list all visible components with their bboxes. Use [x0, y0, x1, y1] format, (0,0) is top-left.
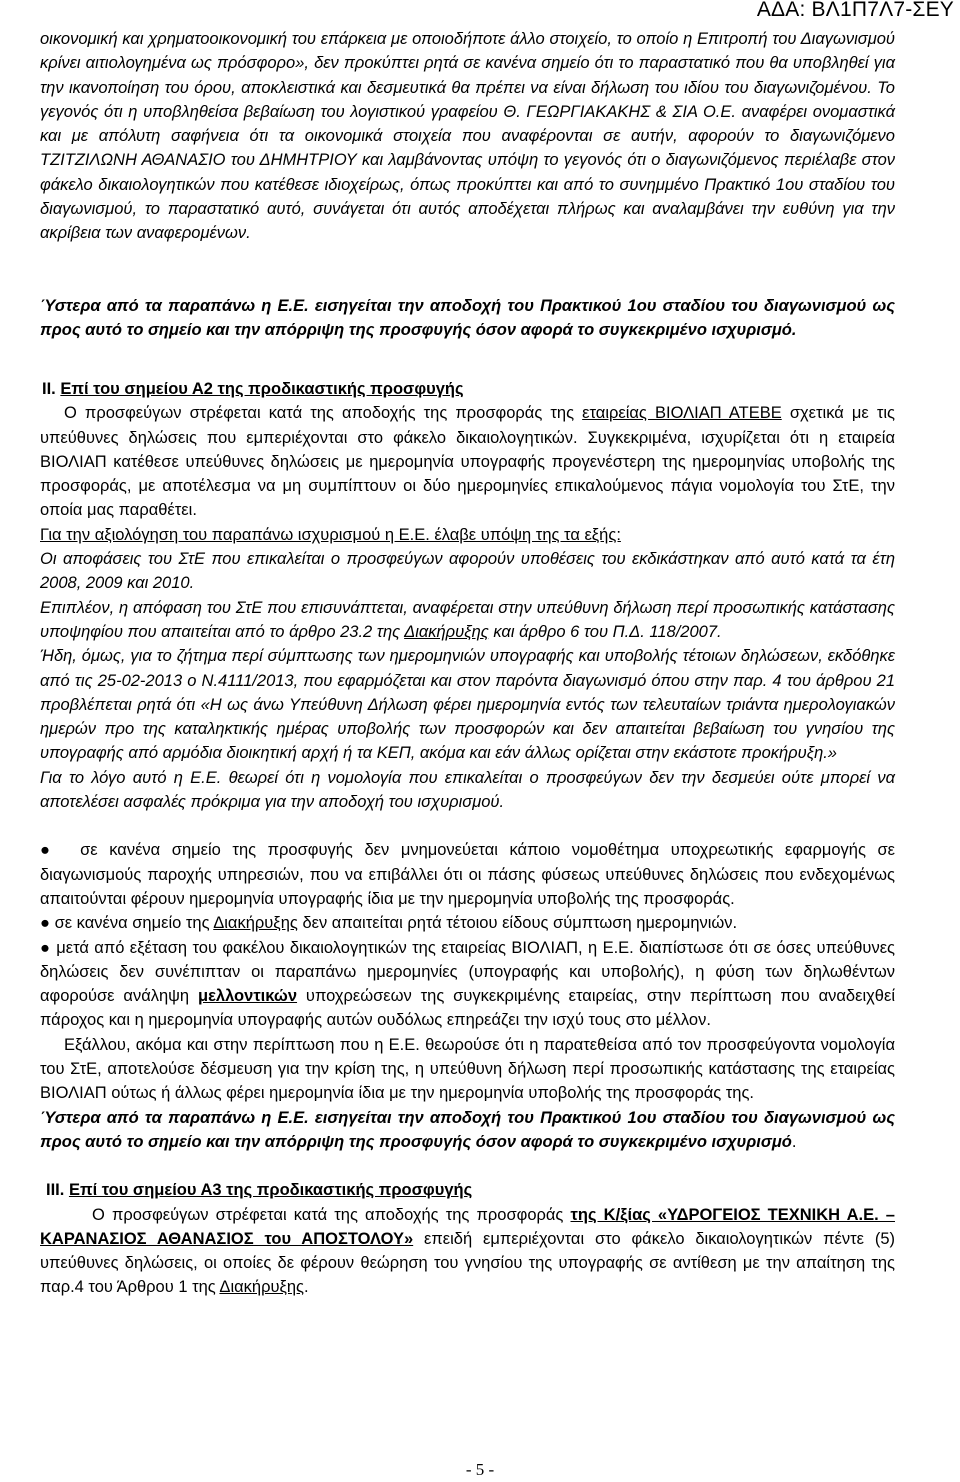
section2-italic2 [40, 596, 895, 645]
section2-italic4: Για το λόγο αυτό η Ε.Ε. θεωρεί ότι η νομολογία που επικαλείται ο προσφεύγων δεν την δεσμεύει ούτε μπορεί να αποτελέσει ασφαλές πρόκριμα για την αποδοχή του ισχυρισμού. [40, 768, 895, 812]
section3-company: της Κ/ξίας «ΥΔΡΟΓΕΙΟΣ ΤΕΧΝΙΚΗ Α.Ε. – ΚΑΡΑΝΑΣΙΟΣ ΑΘΑΝΑΣΙΟΣ του ΑΠΟΣΤΟΛΟΥ» [40, 1205, 895, 1248]
section1-paragraph [40, 27, 895, 246]
section2-numeral: ΙΙ. [42, 380, 56, 398]
section1-italic-text: οικονομική και χρηματοοικονομική του επάρκεια με οποιοδήποτε άλλο στοιχείο, το οποίο η Επιτροπή του Διαγωνισμού κρίνει αιτιολογημένα ως πρόσφορο», δεν προκύπτει ρητά σε κανένα σημείο ότι το παραστατικό που θα υποβληθεί για την ικανοποίηση του όρου, αποκλειστικά και δεσμευτικά θα πρέπει να είναι δήλωση του ιδίου του διαγωνιζομένου. Το γεγονός ότι η υποβληθείσα βεβαίωση του λογιστικού γραφείου Θ. ΓΕΩΡΓΙΑΚΑΚΗΣ & ΣΙΑ Ο.Ε. αναφέρει ονομαστικά και με απόλυτη σαφήνεια ότι τα οικονομικά στοιχεία που αναφέρονται σε αυτήν, αφορούν το διαγωνιζόμενο ΤΖΙΤΖΙΛΩΝΗ ΑΘΑΝΑΣΙΟ του ΔΗΜΗΤΡΙΟΥ και λαμβάνοντας υπόψη το γεγονός ότι ο διαγωνιζόμενος περιέλαβε στον φάκελο δικαιολογητικών που κατέθεσε ιδιοχείρως, όπως προκύπτει και από το συνημμένο Πρακτικό 1ου σταδίου του διαγωνισμού, το παραστατικό αυτό, συνάγεται ότι αυτός αποδέχεται πλήρως και αναλαμβάνει την ευθύνη για την ακρίβεια των αναφερομένων. [40, 30, 895, 243]
section2-bullet1-text: σε κανένα σημείο της προσφυγής δεν μνημονεύεται κάποιο νομοθέτημα υποχρεωτικής εφαρμογής σε διαγωνισμούς παροχής υπηρεσιών, που να επιβάλλει ότι οι πάσης φύσεως υπεύθυνες δηλώσεις που ενδεχομένως απαιτούνται φέρουν ημερομηνία υπογραφής ίδια με την ημερομηνία υποβολής της προσφοράς. [40, 841, 896, 908]
section2-it2-text: Επιπλέον, η απόφαση του ΣτΕ που επισυνάπτεται, αναφέρεται στην υπεύθυνη δήλωση περί προσωπικής κατάστασης υποψηφίου που απαιτείται από το άρθρο 23.2 της [40, 598, 895, 641]
ada-code: ΑΔΑ: ΒΛ1Π7Λ7-ΣΕΥ [756, 0, 954, 21]
bullet-icon: ● [40, 938, 51, 957]
section2-p1-text: Ο προσφεύγων στρέφεται κατά της αποδοχής της προσφοράς της [64, 404, 575, 423]
section2 [40, 377, 895, 1300]
section2-bullet2 [40, 911, 895, 935]
section1-conclusion [40, 294, 895, 343]
section3-p1-end: . [304, 1278, 309, 1297]
page-number: - 5 - [465, 1460, 495, 1479]
section2-bullet1 [40, 838, 895, 911]
section2-italic1: Οι αποφάσεις του ΣτΕ που επικαλείται ο προσφεύγων αφορούν υποθέσεις του εκδικάστηκαν από αυτό κατά τα έτη 2008, 2009 και 2010. [40, 550, 895, 593]
section2-conclusion-end: . [791, 1132, 797, 1151]
section2-italic3: Ήδη, όμως, για το ζήτημα περί σύμπτωσης των ημερομηνιών υπογραφής και υποβολής τέτοιων δηλώσεων, εκδόθηκε από τις 25-02-2013 ο Ν.4111/2013, που εφαρμόζεται και στον παρόντα διαγωνισμό όπου στην παρ. 4 του άρθρου 21 προβλέπεται ρητά ότι «Η ως άνω Υπεύθυνη Δήλωση φέρει ημερομηνία εντός των τελευταίων τριάντα ημερολογιακών ημερών προ της καταληκτικής ημέρας υποβολής των προσφορών και δεν απαιτείται βεβαίωση του γνησίου της υπογραφής από αρμόδια διοικητική αρχή ή τα ΚΕΠ, ακόμα και εάν άλλως ορίζεται στην εκάστοτε προκήρυξη.» [40, 647, 895, 763]
section3-heading [40, 1178, 895, 1202]
section3-p1-rest: επειδή εμπεριέχονται στο φάκελο δικαιολογητικών πέντε (5) υπεύθυνες δηλώσεις, οι οποίες δε φέρουν θεώρηση του γνησίου της υπογραφής σε αντίθεση με την απαίτηση της παρ.4 του Άρθρου 1 της [40, 1229, 895, 1297]
section2-else-paragraph: Εξάλλου, ακόμα και στην περίπτωση που η Ε.Ε. θεωρούσε ότι η παρατεθείσα από τον προσφεύγοντα νομολογία του ΣτΕ, αποτελούσε δέσμευση για την κρίση της, η υπεύθυνη δήλωση περί προσωπικής κατάστασης της εταιρείας ΒΙΟΛΙΑΠ ούτως ή άλλως φέρει ημερομηνία ίδια με την ημερομηνία υποβολής της προσφοράς της. [40, 1035, 895, 1103]
section2-bullet3 [40, 936, 895, 1033]
section1-conclusion-text: Ύστερα από τα παραπάνω η Ε.Ε. εισηγείται την αποδοχή του Πρακτικού 1ου σταδίου του διαγωνισμού ως προς αυτό το σημείο και την απόρριψη της προσφυγής όσον αφορά το συγκεκριμένο ισχυρισμό. [40, 297, 895, 340]
section3-paragraph1 [40, 1203, 895, 1300]
bullet-icon: ● [40, 914, 50, 933]
section2-bullet2-rest: δεν απαιτείται ρητά τέτοιου είδους σύμπτωση ημερομηνιών. [302, 914, 738, 933]
section2-bullet3-bold: μελλοντικών [197, 987, 298, 1006]
section2-heading [40, 377, 895, 401]
section3-p1-link: Διακήρυξης [219, 1278, 305, 1297]
section2-bullet3-rest: υποχρεώσεων της συγκεκριμένης εταιρείας, στην περίπτωση που αναδειχθεί πάροχος και η ημερομηνία υπογραφής αυτών ουδόλως επηρεάζει την ισχύ τους στο μέλλον. [40, 987, 895, 1030]
section2-it2-rest: και άρθρο 6 του Π.Δ. 118/2007. [493, 622, 722, 641]
section2-bullet3-text: μετά από εξέταση του φακέλου δικαιολογητικών της εταιρείας ΒΙΟΛΙΑΠ, η Ε.Ε. διαπίστωσε ότι σε όσες υπεύθυνες δηλώσεις δεν συνέπιπταν οι παραπάνω ημερομηνίες (υπογραφής και υποβολής), η φύση των δηλωθέντων αφορούσε ανάληψη [40, 938, 895, 1006]
section2-company: εταιρείας ΒΙΟΛΙΑΠ ΑΤΕΒΕ [582, 404, 782, 423]
section3-title: Επί του σημείου Α3 της προδικαστικής προσφυγής [68, 1181, 473, 1200]
section2-bullet2-text: σε κανένα σημείο της [54, 914, 210, 933]
bullet-icon: ● [40, 841, 57, 860]
section3-p1-text: Ο προσφεύγων στρέφεται κατά της αποδοχής της προσφοράς [92, 1205, 564, 1224]
section2-eval-heading: Για την αξιολόγηση του παραπάνω ισχυρισμού η Ε.Ε. έλαβε υπόψη της τα εξής: [40, 525, 621, 544]
section2-it2-link: Διακήρυξης [404, 622, 489, 641]
section2-title: Επί του σημείου Α2 της προδικαστικής προσφυγής [60, 380, 464, 398]
section2-conclusion [40, 1106, 895, 1155]
section2-bullet2-link: Διακήρυξης [213, 914, 298, 933]
section2-p1-rest: σχετικά με τις υπεύθυνες δηλώσεις που εμπεριέχονται στο φάκελο δικαιολογητικών. Συγκεκριμένα, ισχυρίζεται ότι η εταιρεία ΒΙΟΛΙΑΠ κατέθεσε υπεύθυνες δηλώσεις με ημερομηνία υπογραφής προγενέστερη της ημερομηνίας υποβολής της προσφοράς, με αποτέλεσμα να μη συμπίπτουν οι δύο ημερομηνίες επικαλούμενος πάγια νομολογία του ΣτΕ, την οποία μας παραθέτει. [40, 404, 895, 520]
section3-numeral: ΙΙΙ. [46, 1181, 65, 1200]
section2-paragraph1 [40, 401, 895, 522]
section2-conclusion-text: Ύστερα από τα παραπάνω η Ε.Ε. εισηγείται την αποδοχή του Πρακτικού 1ου σταδίου του διαγωνισμού ως προς αυτό το σημείο και την απόρριψη της προσφυγής όσον αφορά το συγκεκριμένο ισχυρισμό [40, 1108, 895, 1151]
